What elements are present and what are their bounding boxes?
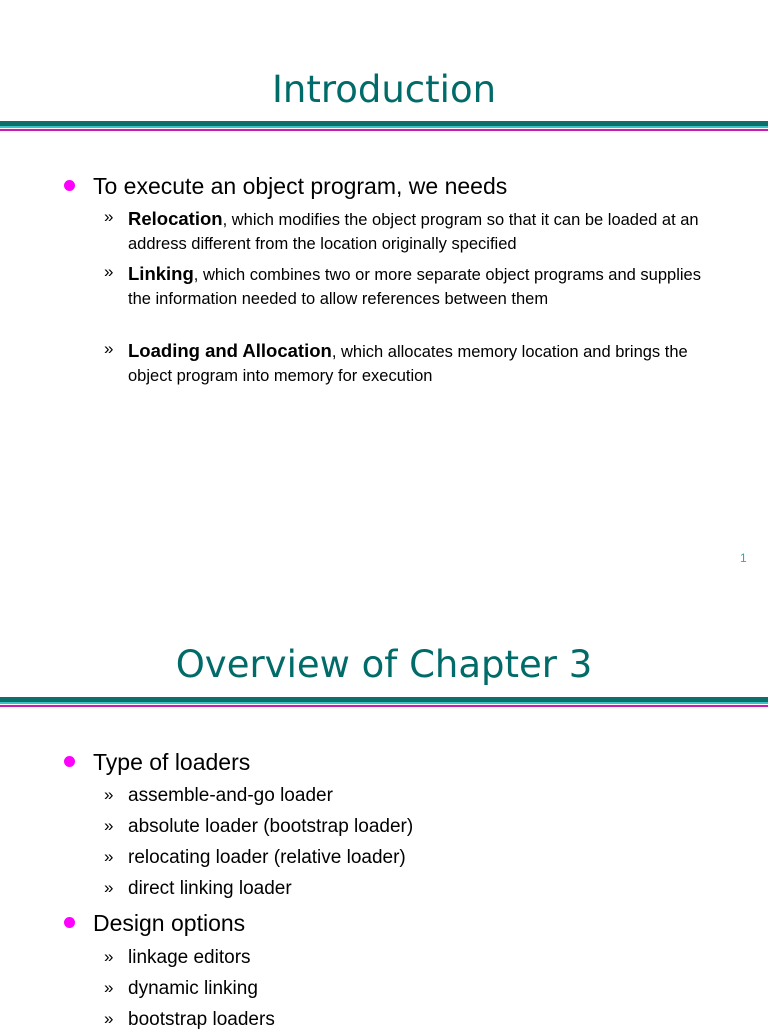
bullet-item xyxy=(64,751,250,774)
sub-item-relocation xyxy=(104,207,704,256)
list-item xyxy=(104,816,704,838)
list-item xyxy=(104,847,704,869)
chevron-right-icon: » xyxy=(104,947,114,966)
list-item-text: dynamic linking xyxy=(128,978,258,999)
sub-item-term: Linking xyxy=(128,263,194,284)
chevron-right-icon: » xyxy=(104,262,114,281)
chevron-right-icon: » xyxy=(104,339,114,358)
slide-title: Introduction xyxy=(271,68,497,111)
list-item xyxy=(104,878,704,900)
bullet-item xyxy=(64,175,507,198)
chevron-right-icon: » xyxy=(104,847,114,866)
list-item xyxy=(104,1009,704,1031)
sub-item-term: Relocation xyxy=(128,208,223,229)
list-item-text: absolute loader (bootstrap loader) xyxy=(128,816,414,837)
title-rule-magenta xyxy=(0,129,768,131)
list-item xyxy=(104,947,704,969)
list-item-text: linkage editors xyxy=(128,947,251,968)
sub-item-text: , which combines two or more separate object programs and supplies the information needed to allow references between them xyxy=(128,266,701,308)
title-rule-magenta xyxy=(0,705,768,707)
list-item-text: assemble-and-go loader xyxy=(128,785,333,806)
chevron-right-icon: » xyxy=(104,785,114,804)
chevron-right-icon: » xyxy=(104,978,114,997)
bullet-text: To execute an object program, we needs xyxy=(93,173,508,199)
bullet-dot-icon xyxy=(64,180,75,191)
sub-item-text: , which modifies the object program so that it can be loaded at an address different from the location originally specified xyxy=(128,211,699,253)
title-rule-cyan xyxy=(0,126,768,128)
sub-item-term: Loading and Allocation xyxy=(128,340,332,361)
sub-item-linking xyxy=(104,262,704,311)
bullet-text: Type of loaders xyxy=(93,749,251,775)
page-number: 1 xyxy=(740,551,747,565)
slide-title: Overview of Chapter 3 xyxy=(175,643,593,686)
bullet-dot-icon xyxy=(64,756,75,767)
list-item xyxy=(104,785,704,807)
sub-item-loading xyxy=(104,339,704,388)
chevron-right-icon: » xyxy=(104,878,114,897)
list-item-text: relocating loader (relative loader) xyxy=(128,847,406,868)
bullet-dot-icon xyxy=(64,917,75,928)
chevron-right-icon: » xyxy=(104,1009,114,1028)
bullet-item xyxy=(64,912,245,935)
sub-item-text: , which allocates memory location and brings the object program into memory for execution xyxy=(128,343,688,385)
chevron-right-icon: » xyxy=(104,207,114,226)
bullet-text: Design options xyxy=(93,910,246,936)
list-item-text: bootstrap loaders xyxy=(128,1009,275,1030)
list-item xyxy=(104,978,704,1000)
chevron-right-icon: » xyxy=(104,816,114,835)
list-item-text: direct linking loader xyxy=(128,878,292,899)
slide-overview xyxy=(0,576,768,1030)
title-rule-cyan xyxy=(0,702,768,704)
